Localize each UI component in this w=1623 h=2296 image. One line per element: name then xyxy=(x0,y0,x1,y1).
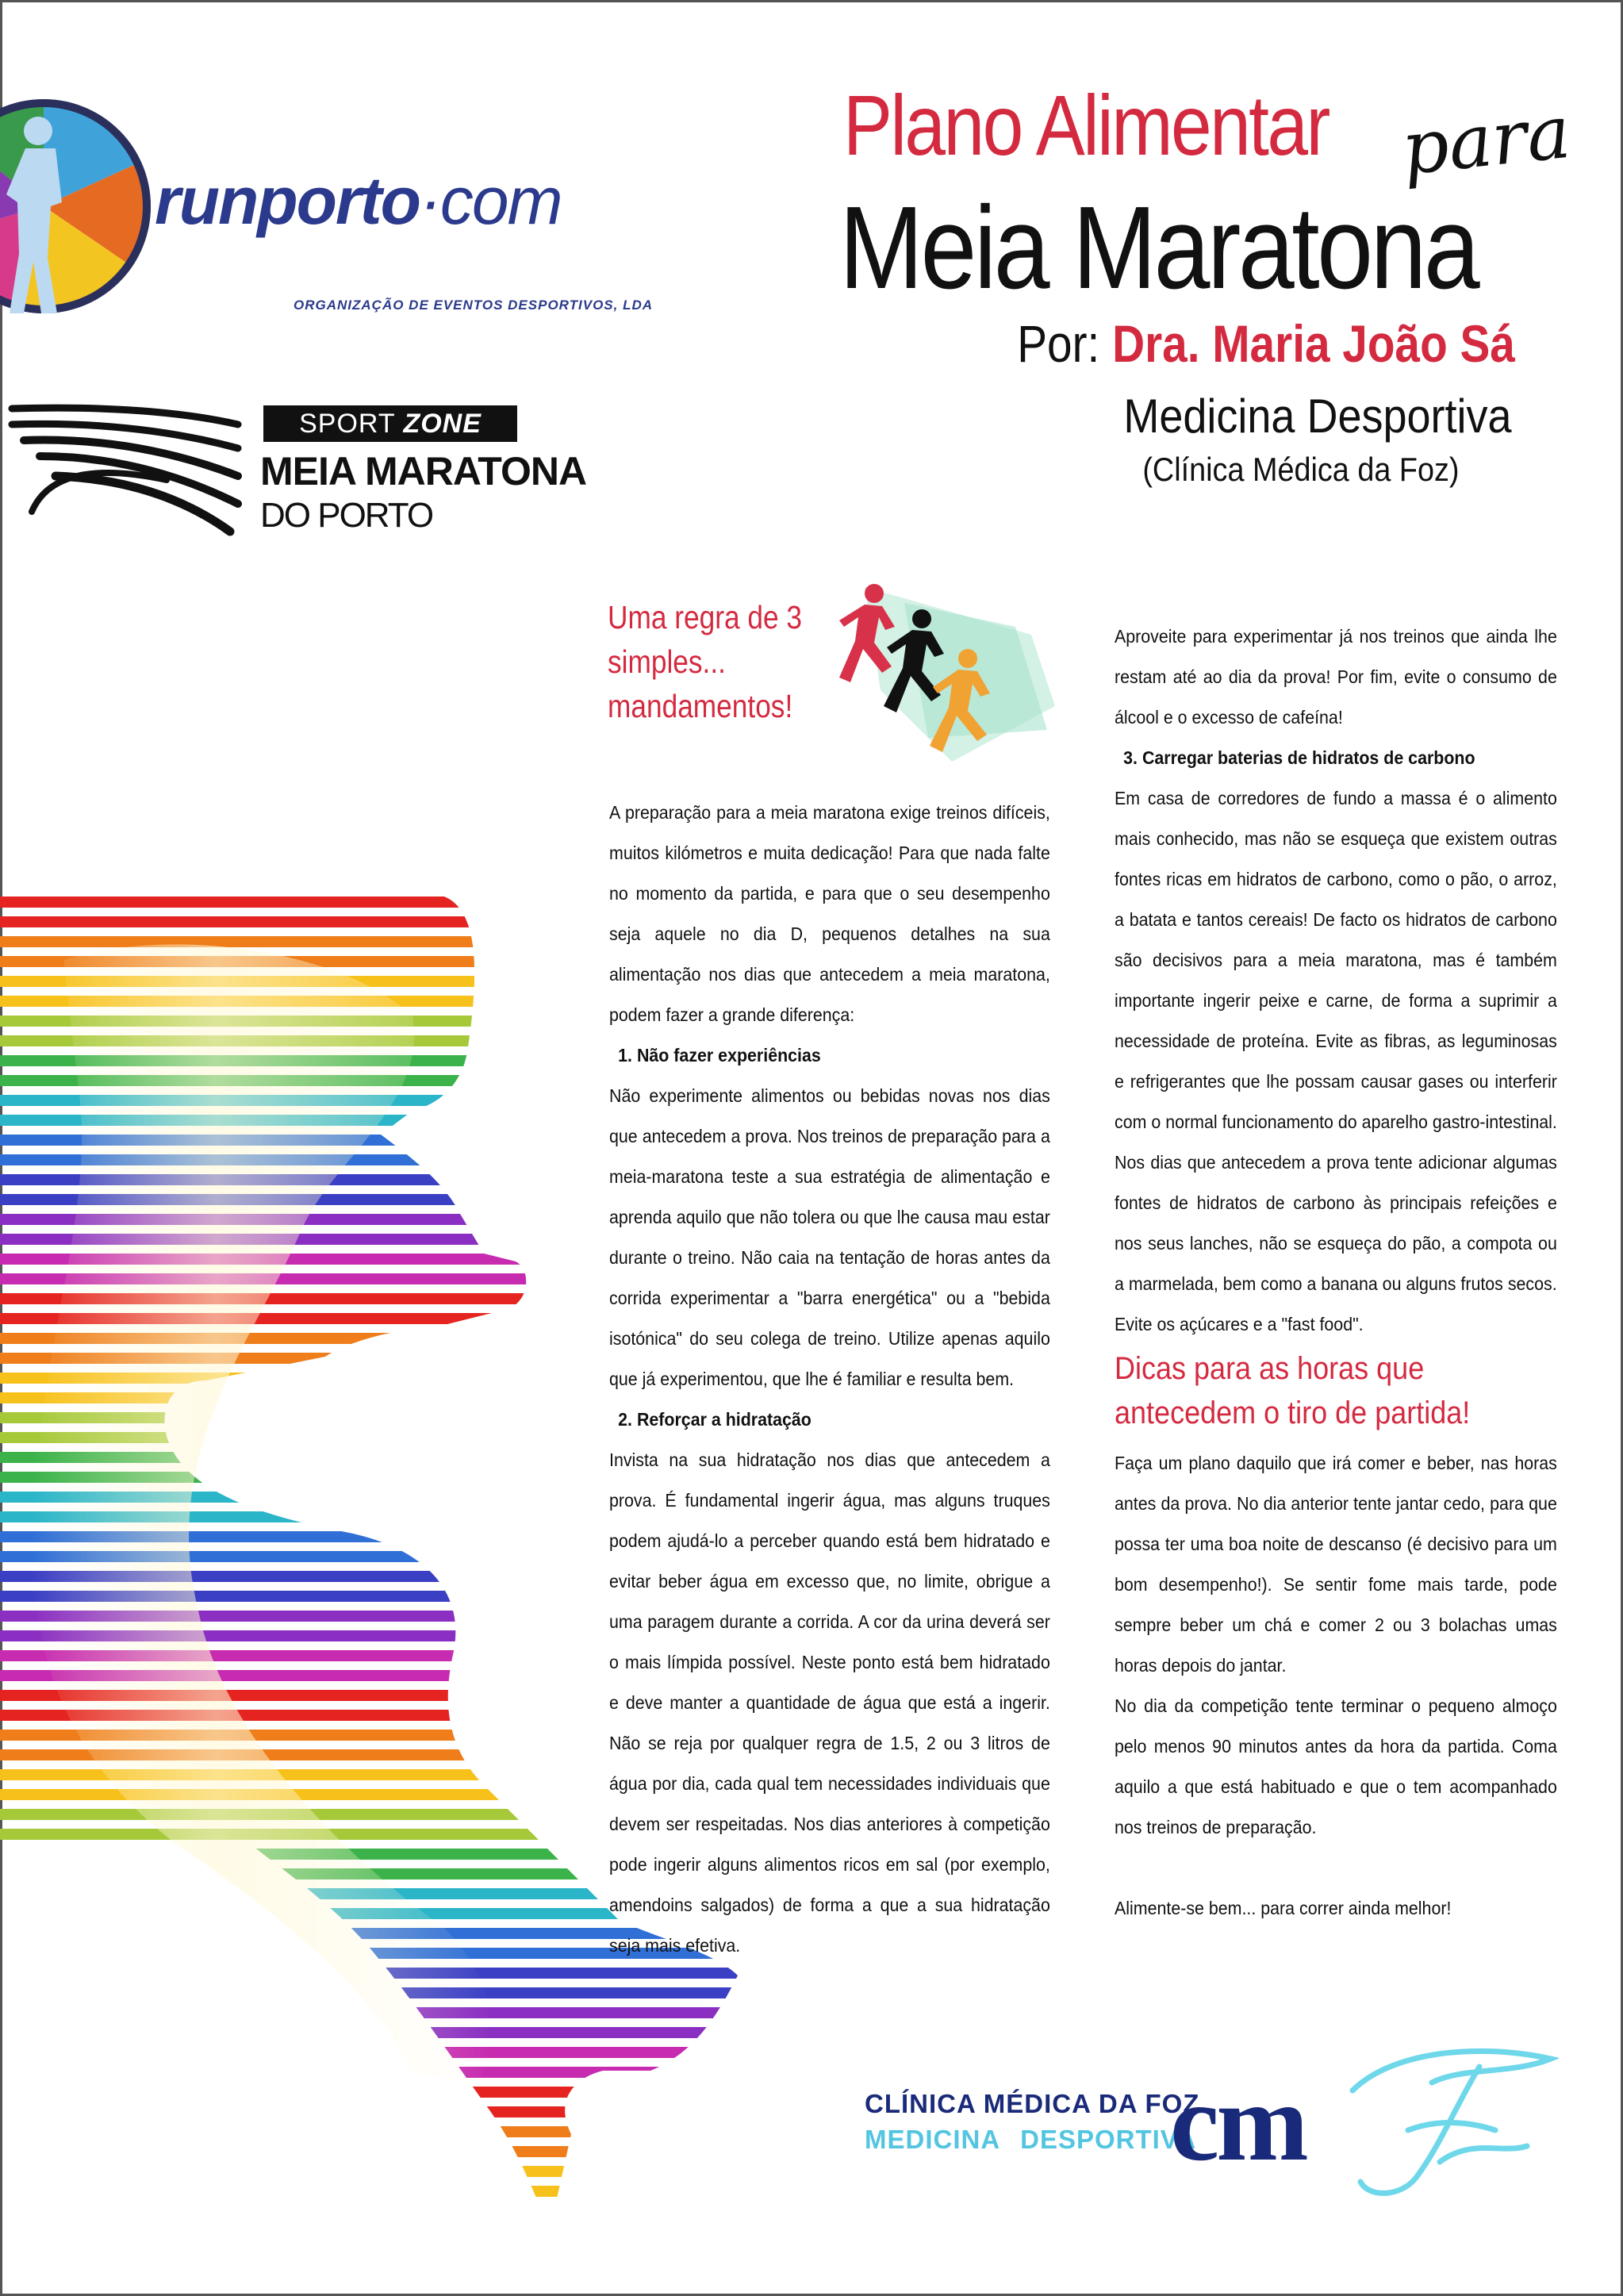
clinic-logo-line1: CLÍNICA MÉDICA DA FOZ xyxy=(865,2089,1200,2118)
runner-stripe xyxy=(0,2126,746,2137)
heading-carbs: 3. Carregar baterias de hidratos de carbono xyxy=(1123,747,1475,768)
closing-line: Alimente-se bem... para correr ainda melhor! xyxy=(1115,1898,1452,1918)
paragraph-tips-plan: Faça um plano daquilo que irá comer e beber, nas horas antes da prova. No dia anterior tente jantar cedo, para que possa ter uma boa noite de descanso (é decisivo para um bom desempenho!). Se sentir fome mais tarde, pode sempre beber um chá e comer 2 ou 3 bolachas umas horas depois do jantar. xyxy=(1115,1453,1557,1676)
runporto-wordmark: runporto·com xyxy=(155,163,562,238)
sportzone-subtitle: DO PORTO xyxy=(260,496,433,535)
paragraph-experiment-training: Aproveite para experimentar já nos treinos que ainda lhe restam até ao dia da prova! Por fim, evite o consumo de álcool e o excesso de cafeína! xyxy=(1115,626,1557,728)
swoosh-stripes-icon xyxy=(8,401,246,543)
title-para: para xyxy=(1398,89,1575,192)
runner-stripe xyxy=(0,2186,746,2197)
rule-heading: Uma regra de 3 simples... mandamentos! xyxy=(608,599,802,724)
runner-stripe xyxy=(0,2067,746,2078)
author-line xyxy=(1017,313,1515,374)
clinic-logo xyxy=(861,2043,1559,2202)
left-column xyxy=(609,793,1050,1966)
runner-stripe xyxy=(0,2166,746,2177)
runner-stripe xyxy=(0,2106,746,2117)
clinic-logo-script-f-icon xyxy=(1321,2043,1559,2202)
title-plano-alimentar: Plano Alimentar xyxy=(843,77,1329,173)
runners-illustration-icon xyxy=(833,579,1063,770)
tips-heading: Dicas para as horas que antecedem o tiro de partida! xyxy=(1115,1351,1471,1430)
runporto-subtitle: ORGANIZAÇÃO DE EVENTOS DESPORTIVOS, LDA xyxy=(294,298,654,313)
runner-stripe xyxy=(0,2047,746,2058)
title-meia-maratona: Meia Maratona xyxy=(839,182,1478,313)
paragraph-race-day: No dia da competição tente terminar o pequeno almoço pelo menos 90 minutos antes da hora da partida. Coma aquilo a que está habituado e que o tem acompanhado nos treinos de preparação. xyxy=(1115,1695,1557,1837)
runner-stripe xyxy=(0,2146,746,2157)
paragraph-hydration: Invista na sua hidratação nos dias que antecedem a prova. É fundamental ingerir água, mas alguns truques podem ajudá-lo a perceber quando está bem hidratado e evitar beber água em excesso que, no limite, obrigue a uma paragem durante a corrida. A cor da urina deverá ser o mais límpida possível. Neste ponto está bem hidratado e deve manter a quantidade de água que está a ingerir. Não se reja por qualquer regra de 1.5, 2 ou 3 litros de água por dia, cada qual tem necessidades individuais que devem ser respeitadas. Nos dias anteriores à competição pode ingerir alguns alimentos ricos em sal (por exemplo, amendoins salgados) de forma a que a sua hidratação seja mais efetiva. xyxy=(609,1449,1050,1956)
heading-no-experiments: 1. Não fazer experiências xyxy=(618,1045,821,1065)
clinic-name: (Clínica Médica da Foz) xyxy=(1141,451,1459,488)
clinic-logo-line2: MEDICINA DESPORTIVA xyxy=(865,2125,1197,2154)
specialty: Medicina Desportiva xyxy=(1123,390,1512,443)
paragraph-no-experiments: Não experimente alimentos ou bebidas novas nos dias que antecedem a prova. Nos treinos de preparação para a meia-maratona teste a sua estratégia de alimentação e aprenda aquilo que não tolera ou que lhe causa mau estar durante o treino. Não caia na tentação de horas antes da corrida experimentar a "barra energética" ou a "bebida isotónica" do seu colega de treino. Utilize apenas aquilo que já experimentou, que lhe é familiar e resulta bem. xyxy=(609,1085,1050,1389)
sportzone-title: MEIA MARATONA xyxy=(260,449,587,493)
paragraph-carbs: Em casa de corredores de fundo a massa é o alimento mais conhecido, mas não se esqueça que existem outras fontes ricas em hidratos de carbono, como o pão, o arroz, a batata e tantos cereais! De facto os hidratos de carbono são decisivos para a meia maratona, mas é também importante ingerir peixe e carne, de forma a suprimir a necessidade de proteína. Evite as fibras, as leguminosas e refrigerantes que lhe possam causar gases ou interferir com o normal funcionamento do aparelho gastro-intestinal. Nos dias que antecedem a prova tente adicionar algumas fontes de hidratos de carbono às principais refeições e nos seus lanches, não se esqueça do pão, a compota ou a marmelada, bem como a banana ou alguns frutos secos. xyxy=(1115,788,1557,1294)
intro-paragraph: A preparação para a meia maratona exige treinos difíceis, muitos kilómetros e muita dedicação! Para que nada falte no momento da partida, e para que o seu desempenho seja aquele no dia D, pequenos detalhes na sua alimentação nos dias que antecedem a meia maratona, podem fazer a grande diferença: xyxy=(609,802,1050,1025)
heading-hydration: 2. Reforçar a hidratação xyxy=(618,1409,812,1430)
runner-stripe xyxy=(0,2027,746,2038)
runporto-ball-icon xyxy=(0,75,167,337)
right-column xyxy=(1115,616,1557,1929)
runner-stripe xyxy=(0,2087,746,2098)
sportzone-logo xyxy=(8,401,611,543)
paragraph-spacer xyxy=(1115,1848,1557,1888)
author-name: Dra. Maria João Sá xyxy=(1112,314,1515,373)
runporto-logo xyxy=(0,75,654,337)
clinic-logo-cm: cm xyxy=(1170,2061,1306,2184)
sportzone-badge: SPORT ZONE xyxy=(263,405,517,442)
author-label: Por: xyxy=(1017,314,1113,373)
paragraph-avoid-sugar: Evite os açúcares e a "fast food". xyxy=(1115,1314,1364,1334)
